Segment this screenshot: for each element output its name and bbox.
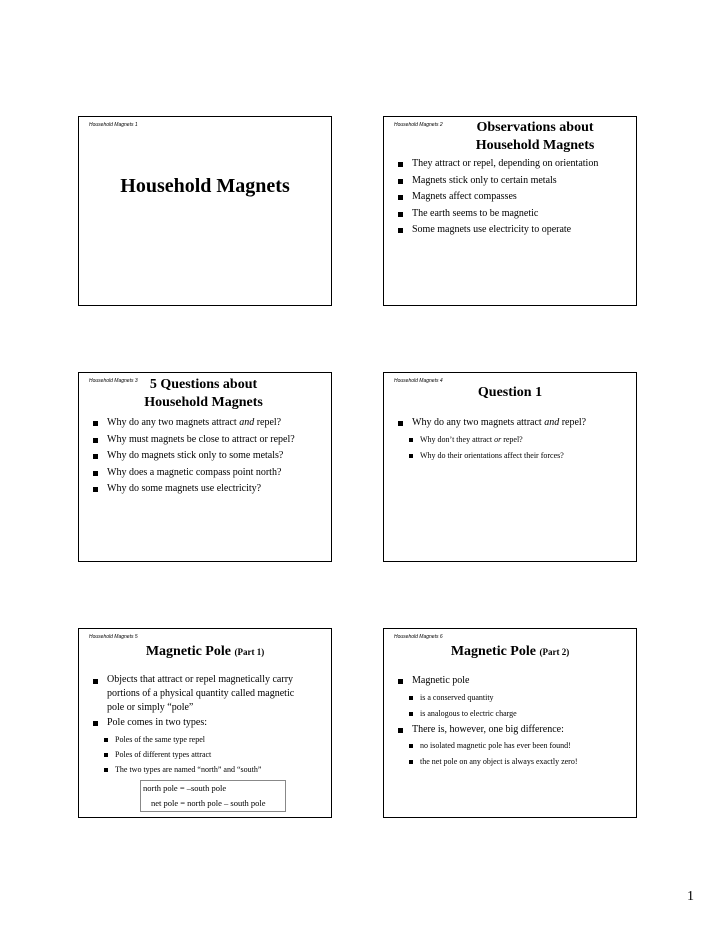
sub-list-item: Why don’t they attract or repel? bbox=[398, 432, 586, 448]
bullet-list bbox=[398, 673, 578, 770]
sub-list-item: no isolated magnetic pole has ever been found! bbox=[398, 738, 578, 754]
list-item: Objects that attract or repel magnetically carry portions of a physical quantity called magnetic pole or simply “pole” bbox=[93, 673, 294, 715]
page-number: 1 bbox=[687, 889, 694, 904]
sub-list-item: Poles of different types attract bbox=[93, 747, 294, 762]
slide-1 bbox=[78, 116, 332, 306]
slide-title: Magnetic Pole (Part 1) bbox=[145, 644, 265, 659]
sub-list-item: is a conserved quantity bbox=[398, 690, 578, 706]
list-item: There is, however, one big difference: bbox=[398, 722, 578, 739]
slide-title-line1: 5 Questions about bbox=[149, 377, 258, 392]
sub-list-item: the net pole on any object is always exactly zero! bbox=[398, 754, 578, 770]
sub-list-item: The two types are named “north” and “south” bbox=[93, 762, 294, 777]
slide-header: Household Magnets 3 bbox=[89, 378, 138, 384]
slide-title: Question 1 bbox=[477, 385, 543, 400]
slide-title-line1: Observations about bbox=[476, 120, 594, 135]
bullet-list bbox=[93, 415, 295, 498]
bullet-list bbox=[398, 415, 586, 464]
slide-title-line2: Household Magnets bbox=[475, 138, 595, 153]
sub-list-item: is analogous to electric charge bbox=[398, 706, 578, 722]
slide-4 bbox=[383, 372, 637, 562]
slide-2 bbox=[383, 116, 637, 306]
slide-header: Household Magnets 2 bbox=[394, 122, 443, 128]
slide-header: Household Magnets 5 bbox=[89, 634, 138, 640]
list-item: Why does a magnetic compass point north? bbox=[93, 465, 295, 482]
sub-list-item: Why do their orientations affect their forces? bbox=[398, 448, 586, 464]
list-item: The earth seems to be magnetic bbox=[398, 206, 598, 223]
slide-title: Magnetic Pole (Part 2) bbox=[450, 644, 570, 659]
list-item: Magnets stick only to certain metals bbox=[398, 173, 598, 190]
list-item: Why do magnets stick only to some metals? bbox=[93, 448, 295, 465]
list-item: Pole comes in two types: bbox=[93, 715, 294, 732]
equation-line: net pole = north pole – south pole bbox=[151, 798, 266, 808]
bullet-list bbox=[398, 156, 598, 239]
list-item: They attract or repel, depending on orientation bbox=[398, 156, 598, 173]
slide-header: Household Magnets 4 bbox=[394, 378, 443, 384]
list-item: Why must magnets be close to attract or repel? bbox=[93, 432, 295, 449]
equation-line: north pole = –south pole bbox=[143, 783, 227, 793]
list-item: Magnets affect compasses bbox=[398, 189, 598, 206]
sub-list-item: Poles of the same type repel bbox=[93, 732, 294, 747]
bullet-list bbox=[93, 673, 294, 777]
slide-title: Household Magnets bbox=[120, 175, 290, 197]
equation-box bbox=[140, 780, 286, 812]
slide-5 bbox=[78, 628, 332, 818]
slide-3 bbox=[78, 372, 332, 562]
list-item: Why do some magnets use electricity? bbox=[93, 481, 295, 498]
slide-6 bbox=[383, 628, 637, 818]
slide-title-line2: Household Magnets bbox=[144, 395, 263, 410]
list-item: Why do any two magnets attract and repel? bbox=[93, 415, 295, 432]
list-item: Magnetic pole bbox=[398, 673, 578, 690]
slide-header: Household Magnets 1 bbox=[89, 122, 138, 128]
slide-header: Household Magnets 6 bbox=[394, 634, 443, 640]
list-item: Why do any two magnets attract and repel? bbox=[398, 415, 586, 432]
list-item: Some magnets use electricity to operate bbox=[398, 222, 598, 239]
